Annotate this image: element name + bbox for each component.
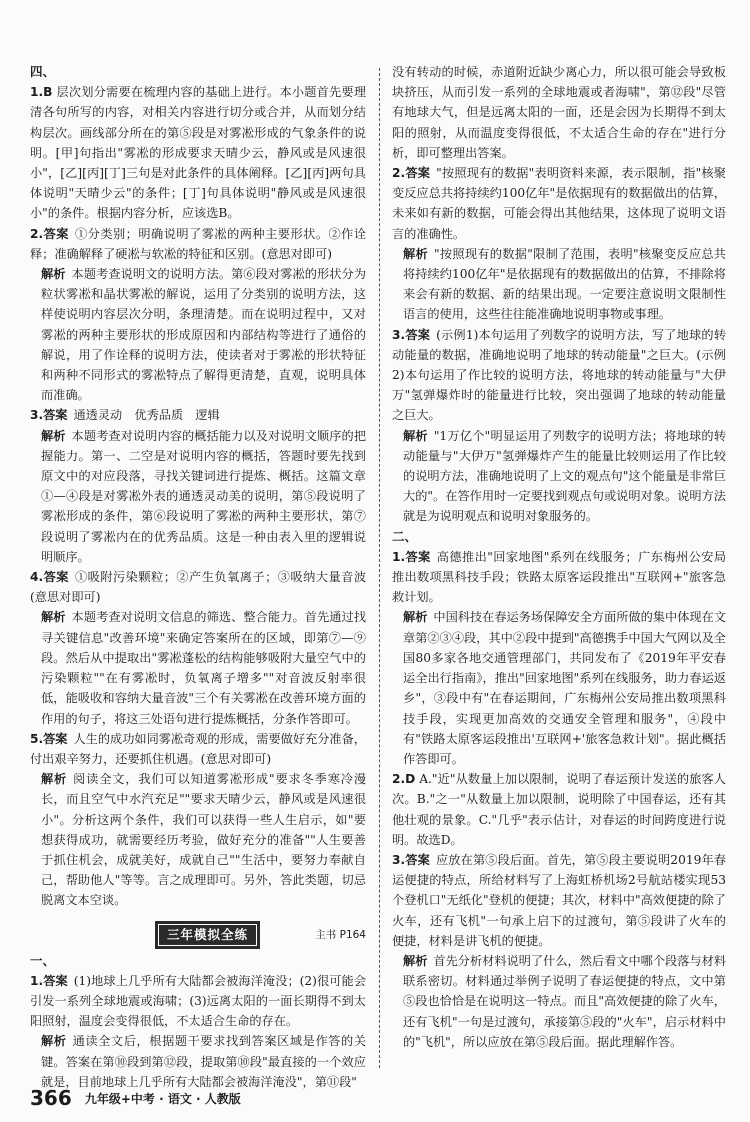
analysis-tag: 解析 [41,267,66,282]
continued-text [392,62,726,163]
analysis-tag: 解析 [403,953,428,968]
analysis-item [30,426,366,567]
answer-item [30,224,366,264]
item-text: "按照现有的数据"表明资料来源，表示限制，指"核聚变反应总共将持续约100亿年"是依据现有的数据做出的估算，未来如有新的数据，可能会得出其他结果，这体现了说明文语言的准确性。 [392,166,726,241]
answer-tag: 答案 [405,549,431,564]
item-text: 没有转动的时候，赤道附近缺少离心力，所以很可能会导致板块挤压，从而引发一系列的全球地震或者海啸"，第⑫段"尽管有地球大气，但是远离太阳的一面，还是会因为长期得不到太阳的照射，从而温度变得很低，不太适合生命的存在"进行分析，即可整理出答案。 [392,65,726,160]
item-text: 本题考查对说明内容的概括能力以及对说明文顺序的把握能力。第一、二空是对说明内容的概括，答题时要先找到原文中的对应段落，寻找关键词进行提炼、概括。这篇文章①—④段是对雾凇外表的通透灵动美的说明，第⑤段说明了雾凇形成的条件，第⑥段说明了雾凇的两种主要形状，第⑦段说明了雾凇内在的优秀品质。这是一种由表入里的逻辑说明顺序。 [41,428,367,564]
answer-tag: 答案 [43,226,69,241]
analysis-item [392,951,726,1052]
page-reference: 主书 P164 [315,928,366,941]
item-text: 应放在第⑤段后面。首先，第⑤段主要说明2019年春运便捷的特点，所给材料写了上海虹桥机场2号航站楼实现53个登机口"无纸化"登机的便捷；其次，材料中"高效便捷的除了火车，还有飞机"一句承上启下的过渡句，第⑤段讲了火车的便捷，材料是讲飞机的便捷。 [392,852,726,948]
answer-tag: 答案 [43,731,68,746]
item-number: 2.D [392,772,416,787]
item-number: 1.B [30,85,53,100]
analysis-item [30,264,366,405]
answer-item [30,567,366,607]
item-text: (1)地球上几乎所有大陆都会被海洋淹没；(2)很可能会引发一系列全球地震或海啸；(3)远离太阳的一面长期得不到太阳照射，温度会变得很低，不太适合生命的存在。 [30,973,367,1029]
item-number: 5. [30,731,44,746]
item-text: 通透灵动 优秀品质 逻辑 [73,408,220,423]
analysis-tag: 解析 [403,610,428,625]
item-number: 1. [392,549,406,564]
section-heading: 四、 [30,64,56,79]
section-heading: 一、 [30,952,56,968]
item-text: 人生的成功如同雾凇奇观的形成，需要做好充分准备，付出艰辛努力，还要抓住机遇。(意思对即可) [30,731,366,766]
item-text: "1万亿个"明显运用了列数字的说明方法；将地球的转动能量与"大伊万"氢弹爆炸产生的能量比较则运用了作比较的说明方法，准确地说明了上文的观点句"这个能量是非常巨大的"。在答作用时一定要找到观点句或说明对象。说明方法就是为说明观点和说明对象服务的。 [403,428,727,524]
answer-tag: 答案 [405,327,431,342]
analysis-tag: 解析 [41,1034,67,1049]
item-text: 中国科技在春运务场保障安全方面所做的集中体现在文章第②③④段，其中②段中提到"高德携手中国大气网以及全国80多家各地交通管理部门，共同发布了《2019年平安春运全出行指南》，推出"回家地图"系列在线服务，助力春运返乡"，③段中有"在春运期间，广东梅州公安局推出数项黑科技手段，实现更加高效的交通安全管理和服务"，④段中有"铁路太原客运段推出'互联网+'旅客急救计划"。据此概括作答即可。 [403,610,727,766]
column-divider [379,68,380,1068]
item-text: 首先分析材料说明了什么，然后看文中哪个段落与材料联系密切。材料通过举例子说明了春运便捷的特点，文中第⑤段也恰恰是在说明这一特点。而且"高效便捷的除了火车，还有飞机"一句是过渡句，承接第⑤段的"火车"，启示材料中的"飞机"，所以应放在第⑤段后面。据此理解作答。 [403,953,727,1049]
item-number: 4. [30,570,44,585]
answer-item [392,163,726,244]
answer-item [30,82,366,223]
answer-item [392,769,726,850]
item-number: 3. [392,327,406,342]
answer-item [30,971,366,1032]
right-column [392,62,726,1052]
item-text: ①分类别；明确说明了雾凇的两种主要形状。②作诠释；准确解释了硬凇与软凇的特征和区别。(意思对即可) [30,226,367,261]
answer-tag: 答案 [43,570,69,585]
answer-tag: 答案 [405,852,430,867]
item-number: 3. [30,408,44,423]
answer-tag: 答案 [43,408,68,423]
item-text: 层次划分需要在梳理内容的基础上进行。本小题首先要理清各句所写的内容，对相关内容进行切分或合并，从而划分结构层次。画线部分所在的第⑤段是对雾凇形成的气象条件的说明。[甲]句指出"雾凇的形成要求天晴少云，静风或是风速很小"，[乙][丙][丁]三句是对此条件的具体阐释。[乙][丙]两句具体说明"天晴少云"的条件；[丁]句具体说明"静风或是风速很小"的条件。根据内容分析，应该选B。 [30,85,367,221]
item-number: 3. [392,852,406,867]
answer-item [30,405,366,425]
item-text: 本题考查说明文的说明方法。第⑥段对雾凇的形状分为粒状雾凇和晶状雾凇的解说，运用了分类别的说明方法，这样使说明内容层次分明，条理清楚。而在说明过程中，又对雾凇的两种主要形状的形成原因和内部结构等进行了通俗的解说，用了作诠释的说明方法，使读者对于雾凇的形状特征和两种不同形式的雾凇特点了解得更清楚，直观，说明具体而准确。 [41,267,367,403]
analysis-tag: 解析 [41,428,66,443]
analysis-item [30,769,366,910]
item-number: 1. [30,973,44,988]
item-text: 本题考查对说明文信息的筛选、整合能力。首先通过找寻关键信息"改善环境"来确定答案所在的区域，即第⑦—⑨段。然后从中提取出"雾凇蓬松的结构能够吸附大量空气中的污染颗粒""在有雾凇时，负氧离子增多""对音波反射率很低，能吸收和容纳大量音波"三个有关雾凇在改善环境方面的作用的句子，将这三处语句进行提炼概括，分条作答即可。 [41,610,367,726]
answer-item [392,325,726,426]
analysis-tag: 解析 [403,246,428,261]
page-footer [30,1086,241,1110]
section-heading: 二、 [392,528,418,544]
item-text: 高德推出"回家地图"系列在线服务；广东梅州公安局推出数项黑科技手段；铁路太原客运段推出"互联网+"旅客急救计划。 [392,549,727,605]
analysis-tag: 解析 [41,772,68,787]
section-banner: 三年模拟全练 [155,921,260,949]
analysis-item [392,607,726,769]
analysis-item [30,607,366,728]
analysis-item [392,244,726,325]
analysis-tag: 解析 [403,428,428,443]
item-text: ①吸附污染颗粒；②产生负氧离子；③吸纳大量音波(意思对即可) [30,570,367,605]
item-text: "按照现有的数据"限制了范围，表明"核聚变反应总共将持续约100亿年"是依据现有的数据做出的估算，不排除将来会有新的数据、新的结果出现。一定要注意说明文限制性语言的使用，这些往往能准确地说明事物或事理。 [403,246,726,322]
left-answers-part1 [30,82,366,910]
answer-tag: 答案 [43,973,68,988]
answer-tag: 答案 [405,166,431,181]
item-number: 2. [30,226,44,241]
answer-item [392,850,726,951]
analysis-tag: 解析 [41,610,66,625]
analysis-item [30,1031,366,1092]
footer-text: 九年级+中考 · 语文 · 人教版 [84,1092,241,1106]
section-banner-row [30,917,366,947]
item-text: (示例1)本句运用了列数字的说明方法，写了地球的转动能量的数据，准确地说明了地球的转动能量"之巨大。(示例2)本句运用了作比较的说明方法，将地球的转动能量与"大伊万"氢弹爆炸时的能量进行比较，突出强调了地球的转动能量之巨大。 [392,327,727,423]
answer-item [30,729,366,769]
item-text: A."近"从数量上加以限制，说明了春运预计发送的旅客人次。B."之一"从数量上加以限制，说明除了中国春运，还有其他壮观的景象。C."几乎"表示估计，对春运的时间跨度进行说明。故选D。 [392,772,726,847]
analysis-item [392,426,726,527]
left-column [30,62,366,1092]
answer-item [392,547,726,608]
item-number: 2. [392,166,406,181]
page-number: 366 [30,1086,72,1110]
item-text: 通读全文后，根据题干要求找到答案区域是作答的关键。答案在第⑩段到第⑫段，提取第⑩段"最直接的一个效应就是，目前地球上几乎所有大陆都会被海洋淹没"，第⑪段" [41,1034,367,1089]
item-text: 阅读全文，我们可以知道雾凇形成"要求冬季寒冷漫长，而且空气中水汽充足""要求天晴少云，静风或是风速很小"。分析这两个条件，我们可以获得一些人生启示，如"要想获得成功，就需要经历考验，做好充分的准备""人生要善于抓住机会，成就美好，成就自己""生活中，要努力奉献自己，帮助他人"等等。言之成理即可。另外，答此类题，切忌脱离文本空谈。 [41,772,367,908]
